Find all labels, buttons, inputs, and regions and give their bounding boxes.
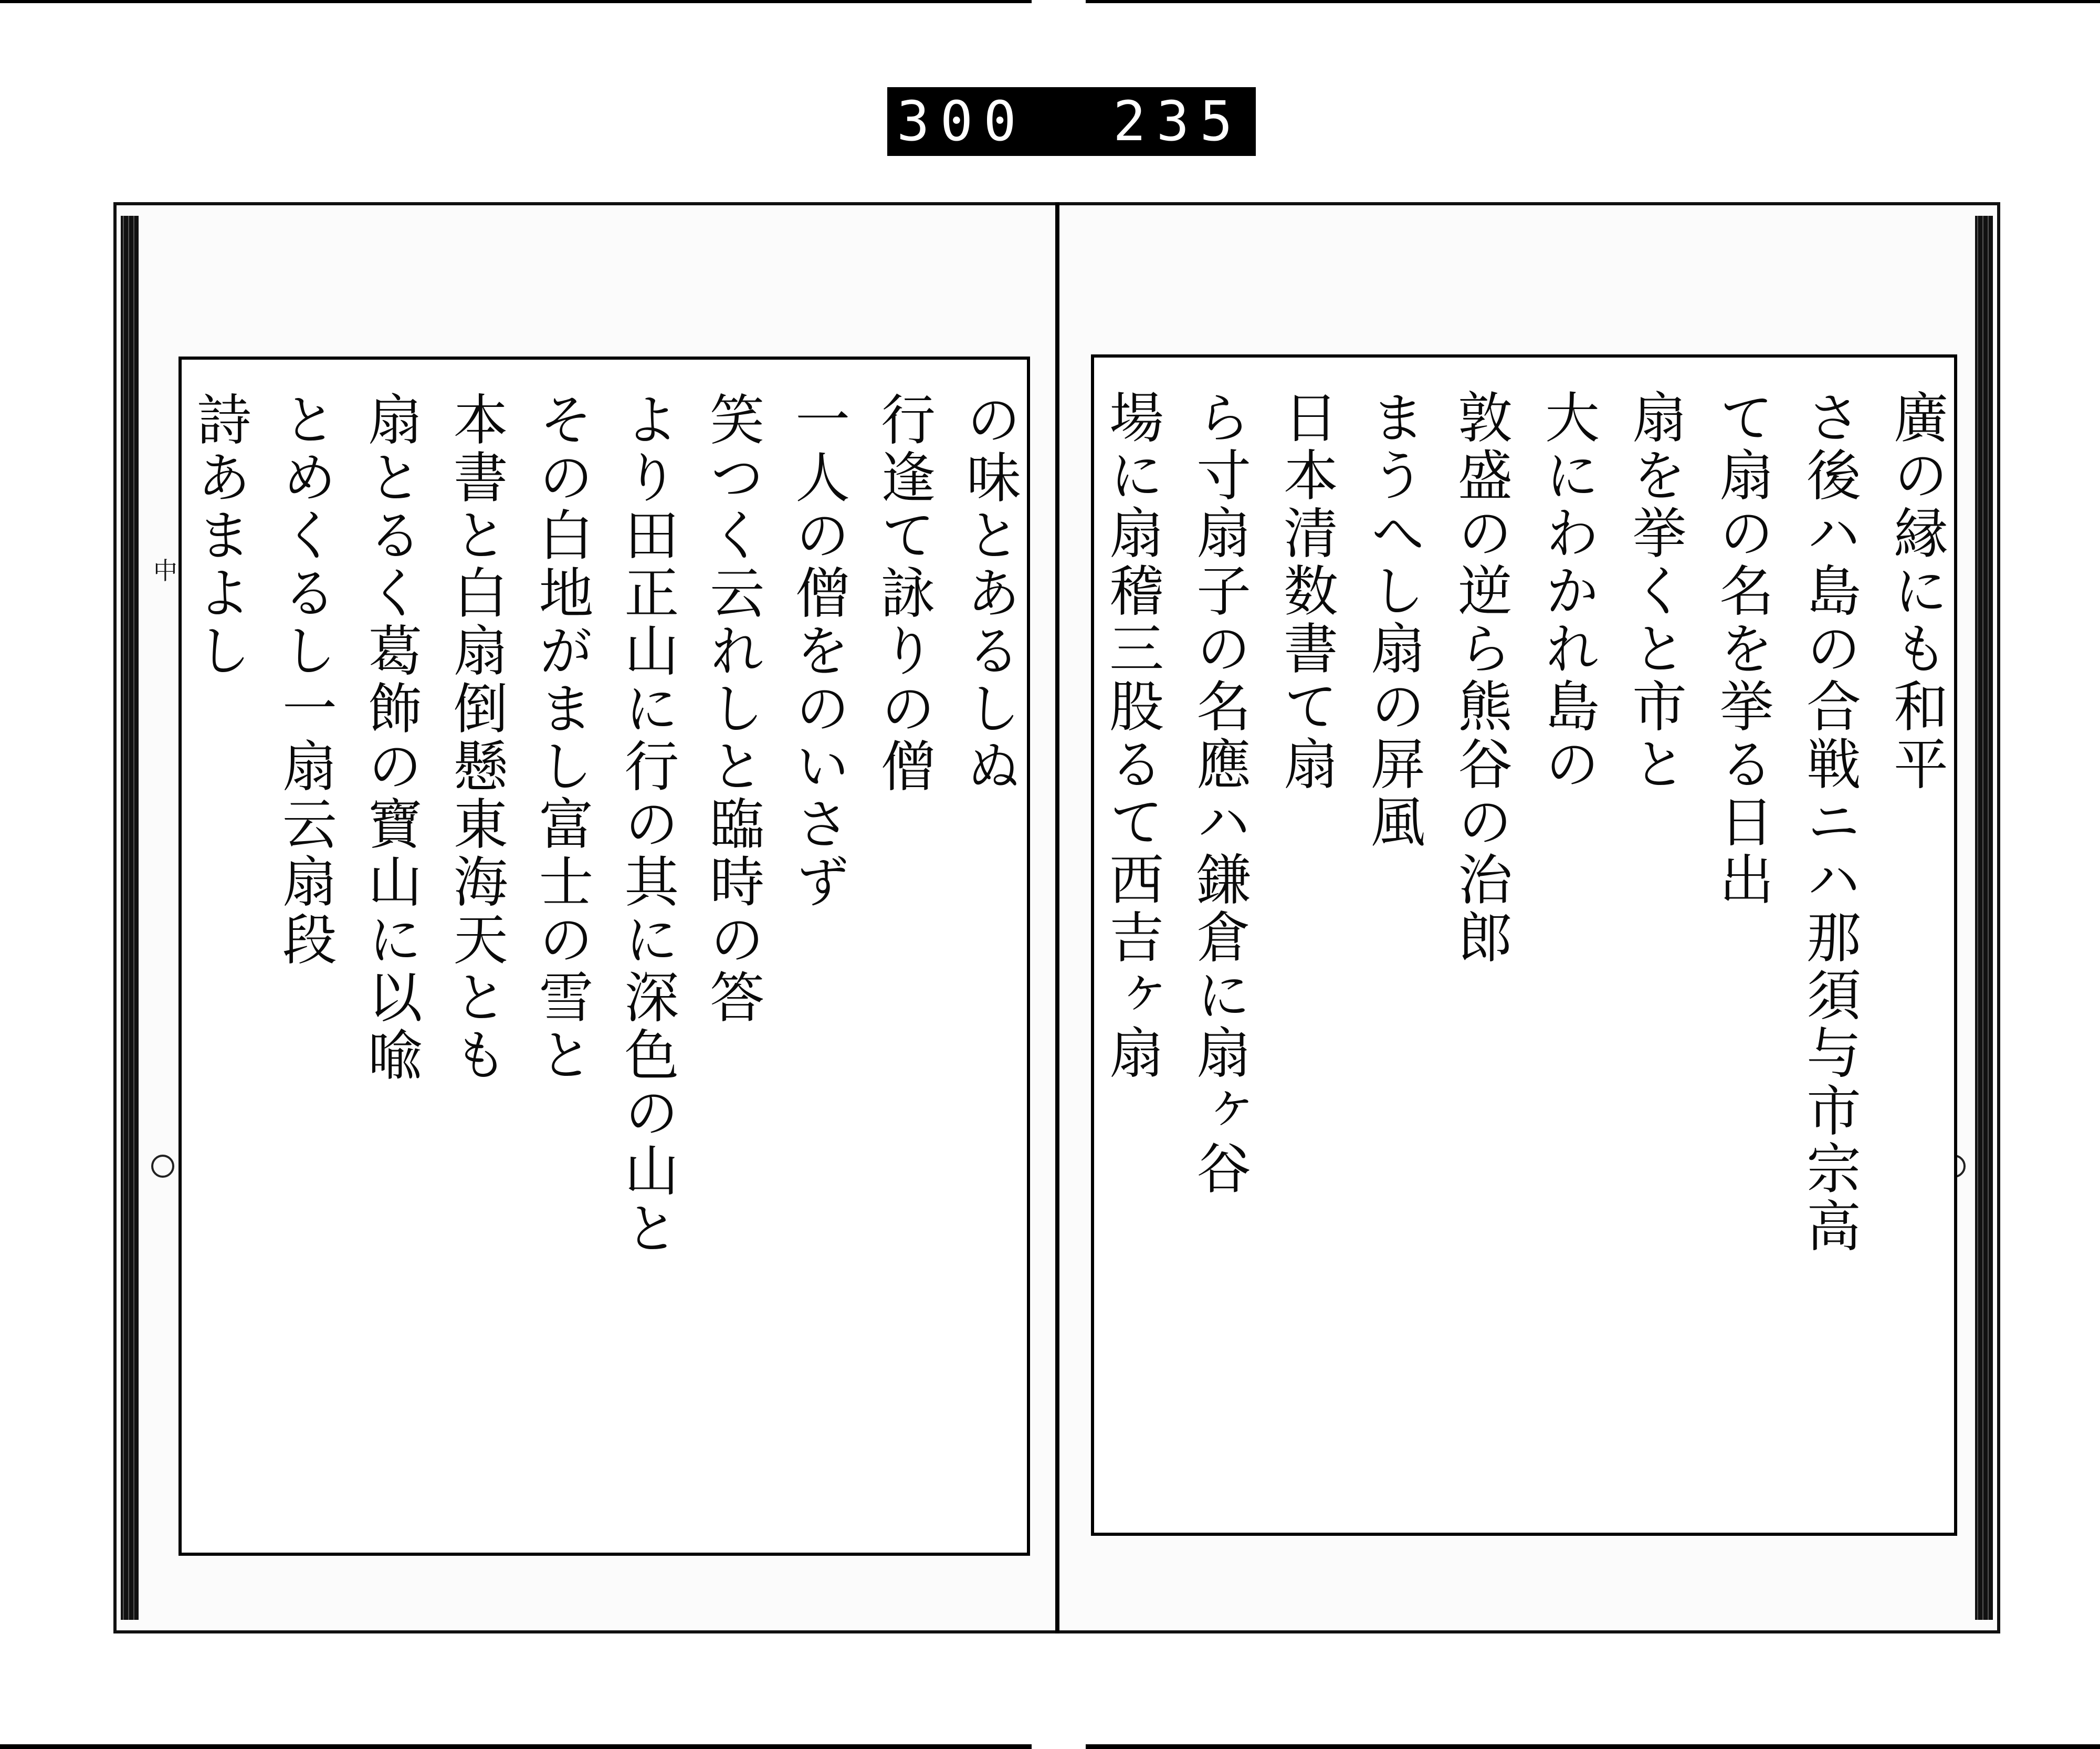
scan-number-right: 235. xyxy=(1113,89,1287,153)
right-column-6: 敦盛の逆ら熊谷の治郎 xyxy=(1448,389,1513,967)
right-page-edge xyxy=(1975,216,1993,1620)
left-page-margin-circle xyxy=(151,1155,174,1178)
left-column-1: の味とあるしぬ xyxy=(957,391,1021,795)
top-rule-left xyxy=(0,0,1032,3)
gutter-line xyxy=(1055,202,1059,1633)
left-column-4: 笑つく云れしと臨時の答 xyxy=(700,391,765,1027)
bottom-rule-right xyxy=(1086,1744,2100,1749)
left-column-6: その白地がまし富士の雪と xyxy=(529,391,594,1084)
left-column-7: 本書と白扇倒懸東海天とも xyxy=(444,391,508,1084)
right-page xyxy=(1055,202,2000,1633)
right-column-3: て扇の名を挙る日出 xyxy=(1710,389,1774,909)
left-column-8: 扇とるく葛飾の寶山に以喩 xyxy=(358,391,423,1084)
left-page-edge xyxy=(121,216,139,1620)
left-page xyxy=(113,202,1058,1633)
bottom-rule-left xyxy=(0,1744,1032,1749)
right-column-1: 廣の縁にも和平 xyxy=(1884,389,1948,793)
top-rule-right xyxy=(1086,0,2100,3)
scan-number-left: 300 xyxy=(897,89,1027,153)
right-text-columns xyxy=(1100,389,1948,1512)
left-page-side-mark: 中 xyxy=(153,557,177,585)
left-column-2: 行逢て詠りの僧 xyxy=(872,391,936,795)
left-text-frame xyxy=(178,357,1030,1556)
left-column-5: より田正山に行の其に深色の山と xyxy=(615,391,679,1258)
left-column-10: 詩あまよし xyxy=(187,391,251,680)
left-column-3: 一人の僧をのいさず xyxy=(786,391,850,911)
right-column-9: ら寸扇子の名應ハ鎌倉に扇ヶ谷 xyxy=(1187,389,1251,1198)
left-text-columns xyxy=(187,391,1021,1532)
left-column-9: とめくるし一扇云扇段 xyxy=(272,391,337,969)
right-text-frame xyxy=(1091,354,1957,1536)
right-column-5: 大にわかれ島の xyxy=(1536,389,1600,793)
right-column-8: 日本清数書て扇 xyxy=(1274,389,1338,793)
right-column-2: さ後ハ島の合戦ニハ那須与市宗高 xyxy=(1797,389,1861,1255)
right-column-10: 場に扇稽三股るて西吉ヶ扇 xyxy=(1100,389,1164,1082)
right-column-7: まうへし扇の屏風 xyxy=(1361,389,1425,851)
right-column-4: 扇を挙くと市と xyxy=(1623,389,1687,793)
scan-number-strip xyxy=(887,87,1287,156)
